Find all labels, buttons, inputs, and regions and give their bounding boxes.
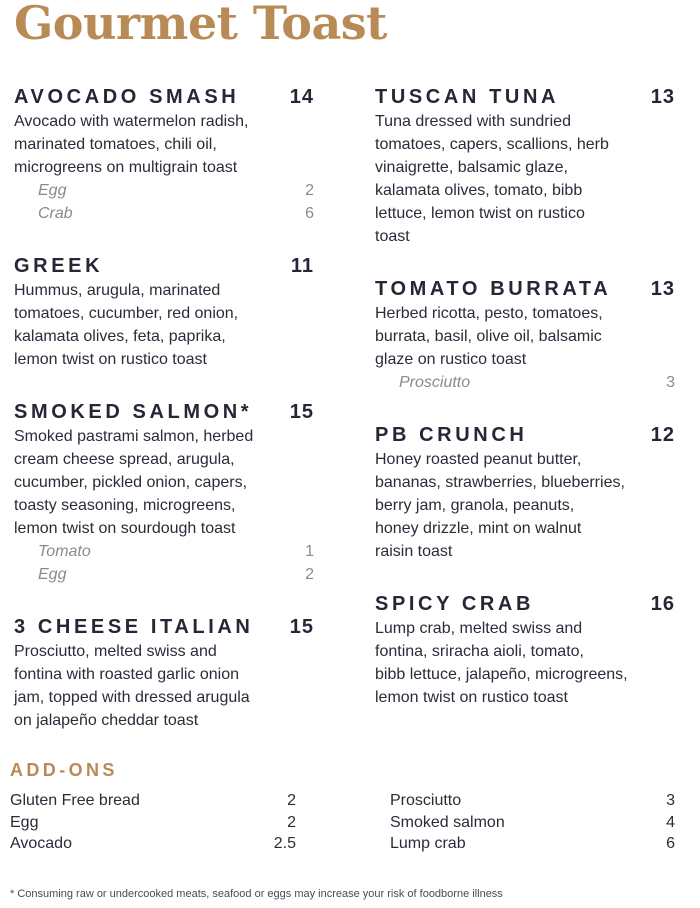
- menu-item-name: SMOKED SALMON*: [14, 401, 253, 423]
- addon-row: [390, 790, 675, 812]
- menu-item: [375, 84, 675, 248]
- menu-item-name: PB CRUNCH: [375, 424, 528, 446]
- menu-item-price: 16: [650, 593, 675, 615]
- menu-item-description-line: Hummus, arugula, marinated: [14, 282, 221, 299]
- addon-name: Lump crab: [390, 835, 466, 852]
- menu-column-right: [375, 84, 675, 709]
- addon-row: [10, 790, 296, 812]
- menu-item-name: AVOCADO SMASH: [14, 86, 240, 108]
- menu-item-description-line: berry jam, granola, peanuts,: [375, 497, 575, 514]
- menu-item-description-line: lemon twist on sourdough toast: [14, 520, 236, 537]
- menu-item-name: 3 CHEESE ITALIAN: [14, 616, 254, 638]
- option-price: 2: [305, 182, 314, 199]
- menu-item-description-line: marinated tomatoes, chili oil,: [14, 136, 217, 153]
- menu-item-name: SPICY CRAB: [375, 593, 534, 615]
- addon-name: Avocado: [10, 835, 72, 852]
- addon-row: [390, 833, 675, 855]
- menu-item-price: 15: [289, 401, 314, 423]
- menu-item-header: [14, 399, 314, 425]
- menu-item-description-line: bibb lettuce, jalapeño, microgreens,: [375, 666, 628, 683]
- addon-name: Egg: [10, 813, 39, 831]
- menu-item-option: [375, 371, 675, 394]
- menu-item-header: [375, 84, 675, 110]
- menu-item-price: 14: [289, 86, 314, 108]
- menu-item-header: [375, 591, 675, 617]
- option-name: Tomato: [38, 543, 91, 560]
- menu-item-description-line: honey drizzle, mint on walnut: [375, 520, 582, 537]
- option-price: 6: [305, 205, 314, 222]
- menu-item-description-line: lemon twist on rustico toast: [14, 351, 207, 368]
- menu-item-description-line: jam, topped with dressed arugula: [14, 689, 250, 706]
- menu-item-description-line: burrata, basil, olive oil, balsamic: [375, 328, 602, 345]
- option-price: 2: [305, 566, 314, 583]
- addons-list-right: [390, 790, 675, 855]
- addon-price: 2.5: [273, 835, 296, 852]
- menu-item-price: 15: [289, 616, 314, 638]
- menu-item-description-line: on jalapeño cheddar toast: [14, 712, 199, 729]
- menu-item: [14, 84, 314, 225]
- footnote: * Consuming raw or undercooked meats, seafood or eggs may increase your risk of foodborne illness: [10, 888, 503, 900]
- menu-item-description-line: bananas, strawberries, blueberries,: [375, 474, 625, 491]
- option-price: 1: [305, 543, 314, 560]
- menu-column-left: [14, 84, 314, 732]
- menu-item-price: 13: [650, 86, 675, 108]
- menu-item: [375, 591, 675, 709]
- page-title: Gourmet Toast: [14, 0, 387, 50]
- menu-item-name: TUSCAN TUNA: [375, 86, 560, 108]
- addons-title: ADD-ONS: [10, 760, 118, 780]
- menu-item-description-line: Smoked pastrami salmon, herbed: [14, 428, 254, 445]
- option-name: Egg: [38, 566, 67, 583]
- option-price: 3: [666, 374, 675, 391]
- menu-item-option: [14, 202, 314, 225]
- menu-item-price: 11: [290, 255, 314, 277]
- menu-item: [14, 253, 314, 371]
- menu-item-description-line: Prosciutto, melted swiss and: [14, 643, 217, 660]
- menu-item-description-line: tomatoes, capers, scallions, herb: [375, 136, 609, 153]
- menu-item-description-line: lemon twist on rustico toast: [375, 689, 568, 706]
- menu-item-description-line: toasty seasoning, microgreens,: [14, 497, 236, 514]
- menu-item-description-line: kalamata olives, tomato, bibb: [375, 182, 583, 199]
- menu-item-description-line: toast: [375, 228, 410, 245]
- menu-item-name: TOMATO BURRATA: [375, 278, 612, 300]
- menu-item-description-line: fontina with roasted garlic onion: [14, 666, 240, 683]
- addon-price: 2: [287, 813, 296, 831]
- menu-item-description-line: fontina, sriracha aioli, tomato,: [375, 643, 584, 660]
- menu-item-description-line: Avocado with watermelon radish,: [14, 113, 249, 130]
- menu-item-description-line: glaze on rustico toast: [375, 351, 527, 368]
- menu-item: [375, 276, 675, 394]
- addon-name: Gluten Free bread: [10, 792, 140, 809]
- addon-price: 2: [287, 792, 296, 809]
- menu-item-description-line: Herbed ricotta, pesto, tomatoes,: [375, 305, 603, 322]
- menu-item-option: [14, 179, 314, 202]
- menu-item-option: [14, 563, 314, 586]
- menu-item-price: 13: [650, 278, 675, 300]
- menu-item-header: [375, 276, 675, 302]
- menu-item-header: [14, 84, 314, 110]
- menu-item-description-line: lettuce, lemon twist on rustico: [375, 205, 585, 222]
- menu-item-description-line: cucumber, pickled onion, capers,: [14, 474, 248, 491]
- menu-item-header: [14, 253, 314, 279]
- menu-item-description-line: Lump crab, melted swiss and: [375, 620, 583, 637]
- menu-item-description-line: Honey roasted peanut butter,: [375, 451, 582, 468]
- menu-item-header: [375, 422, 675, 448]
- menu-item-description-line: kalamata olives, feta, paprika,: [14, 328, 226, 345]
- menu-item-option: [14, 540, 314, 563]
- addon-price: 3: [666, 792, 675, 809]
- addon-price: 6: [666, 835, 675, 852]
- addon-row: [10, 833, 296, 855]
- addon-name: Smoked salmon: [390, 813, 505, 831]
- addons-list-left: [10, 790, 296, 855]
- menu-item-description-line: Tuna dressed with sundried: [375, 113, 571, 130]
- addon-name: Prosciutto: [390, 792, 462, 809]
- menu-item-price: 12: [650, 424, 675, 446]
- menu-item-header: [14, 614, 314, 640]
- menu-item-description-line: microgreens on multigrain toast: [14, 159, 238, 176]
- addon-row: [10, 812, 296, 834]
- option-name: Egg: [38, 182, 67, 199]
- option-name: Prosciutto: [399, 374, 471, 391]
- menu-item-description-line: raisin toast: [375, 543, 453, 560]
- menu-item-description-line: tomatoes, cucumber, red onion,: [14, 305, 239, 322]
- addon-row: [390, 812, 675, 834]
- addon-price: 4: [666, 813, 675, 831]
- menu-item: [14, 399, 314, 586]
- menu-item: [14, 614, 314, 732]
- option-name: Crab: [38, 205, 73, 222]
- menu-item-description-line: vinaigrette, balsamic glaze,: [375, 159, 568, 176]
- menu-item-name: GREEK: [14, 255, 104, 277]
- menu-item-description-line: cream cheese spread, arugula,: [14, 451, 235, 468]
- menu-item: [375, 422, 675, 563]
